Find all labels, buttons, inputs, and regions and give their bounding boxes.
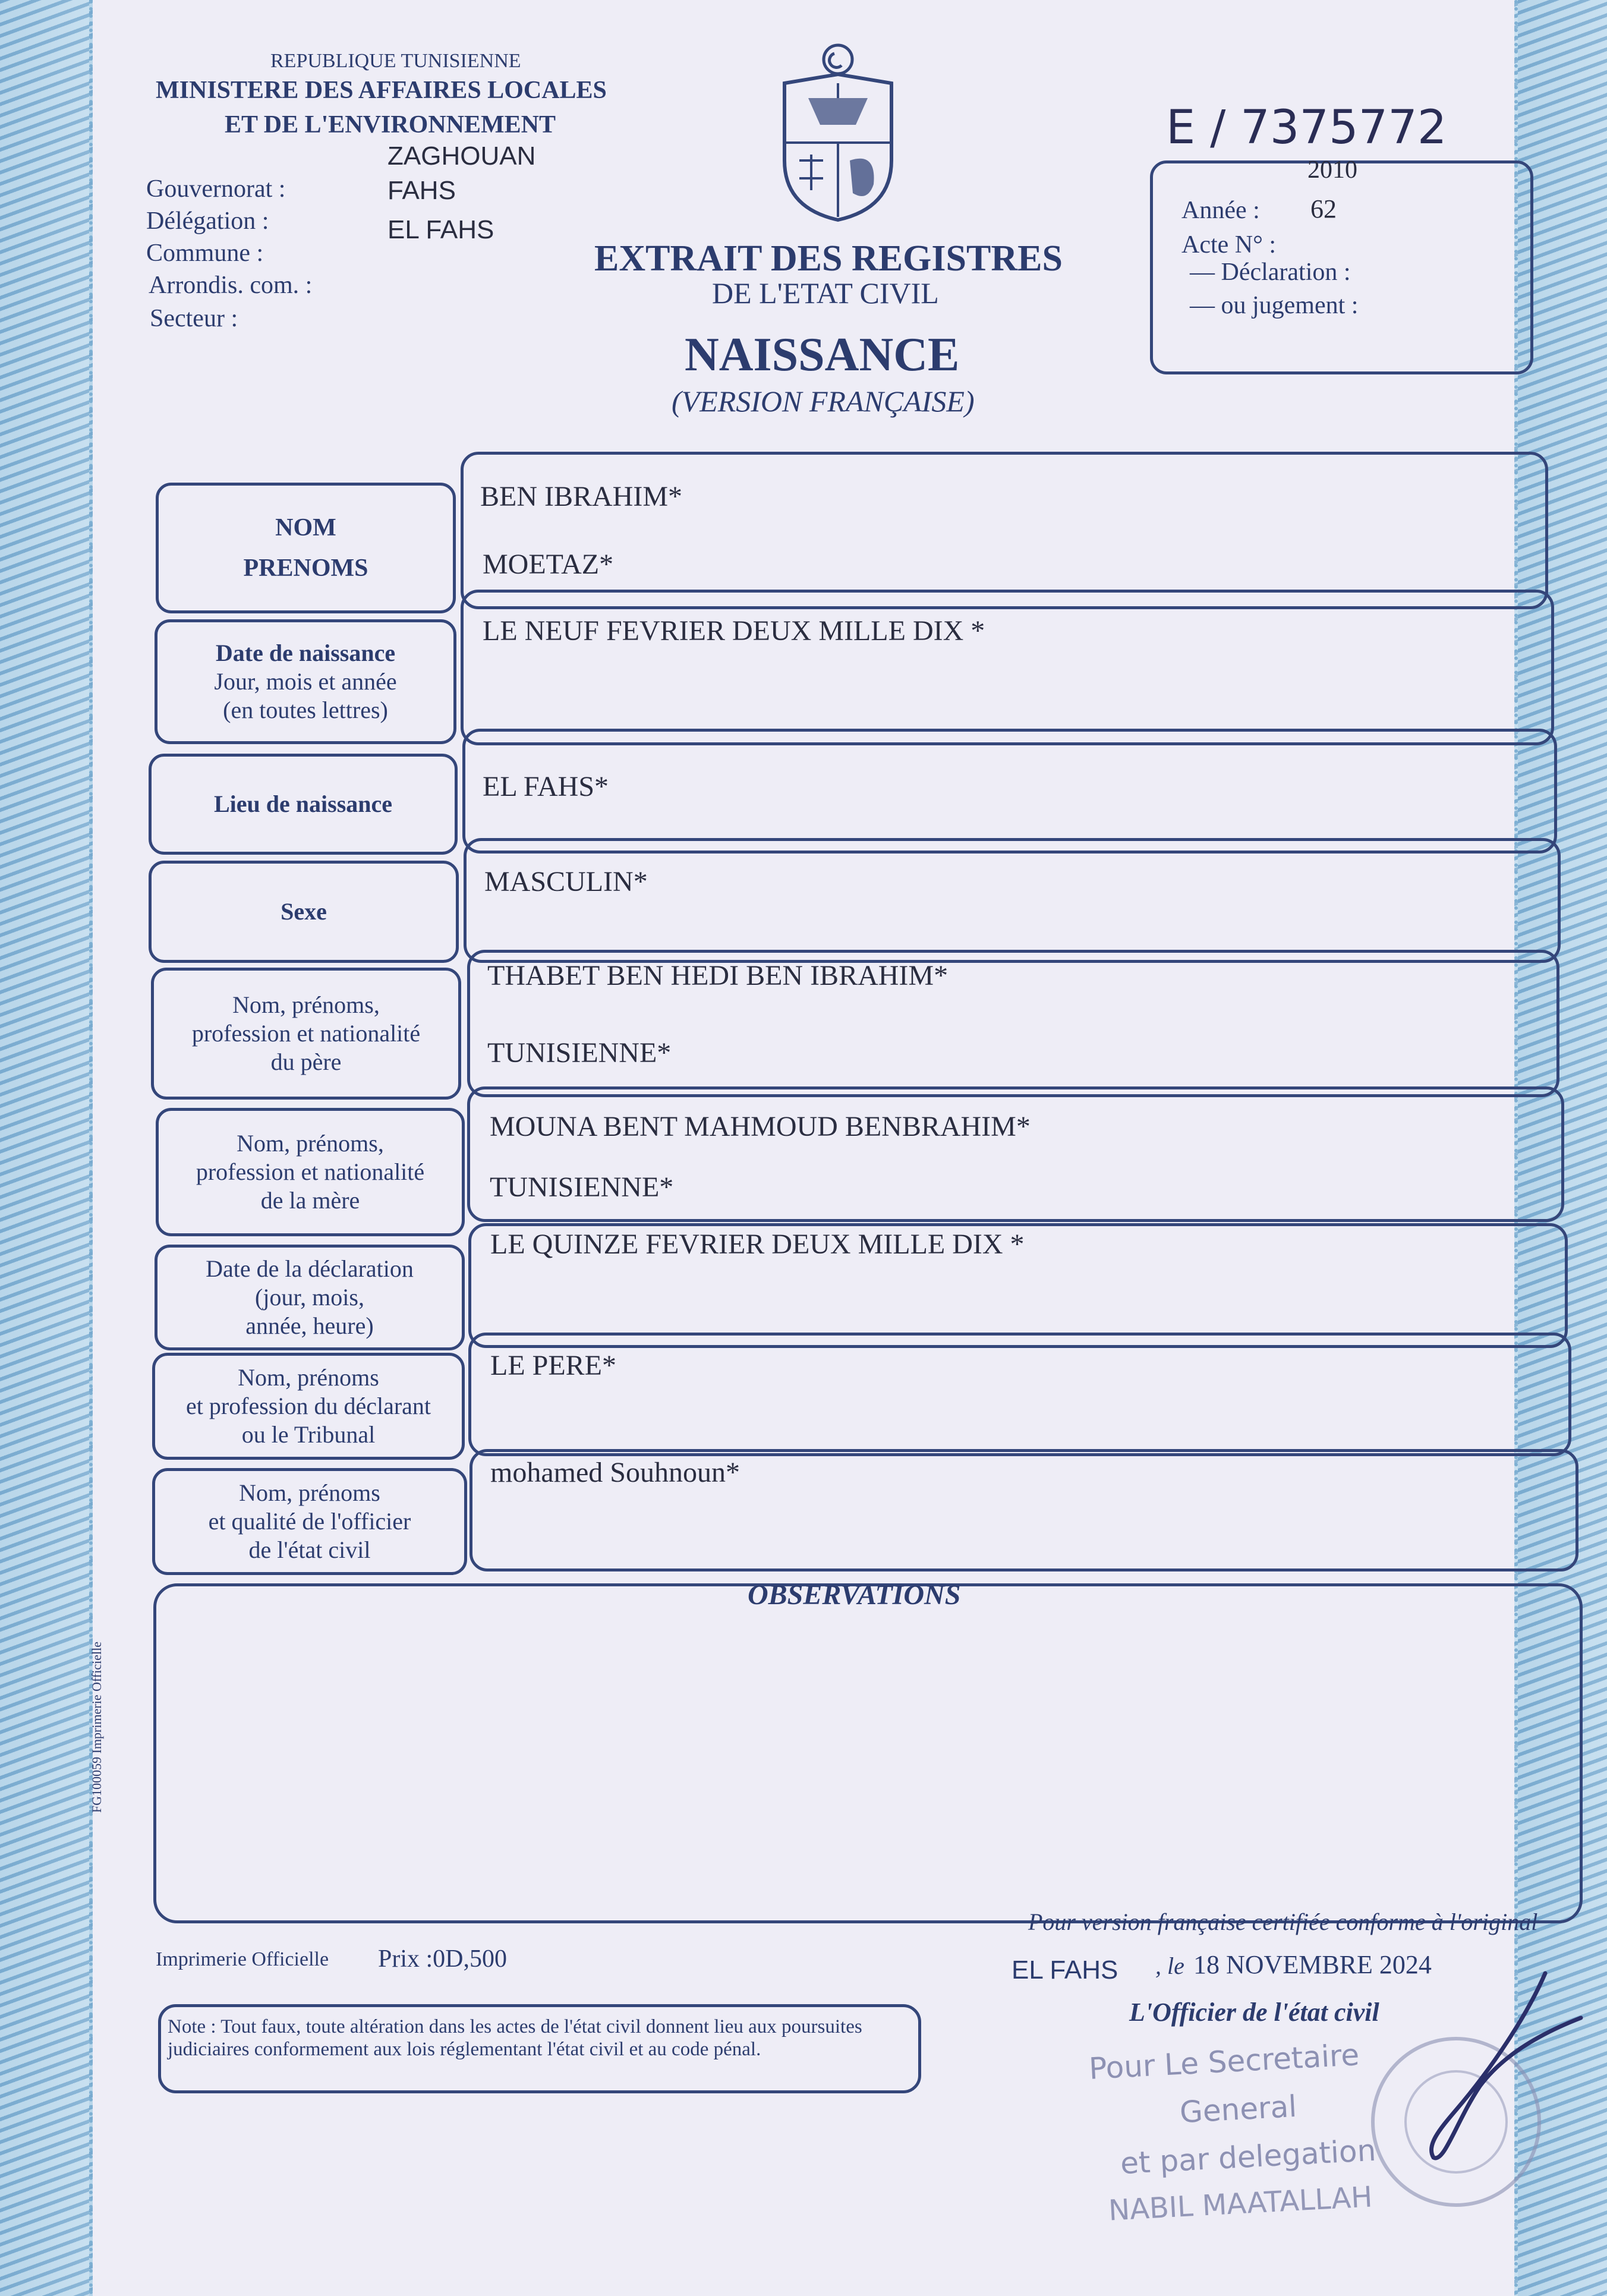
nom-prenoms-value-box [461,452,1548,609]
mere-name-value: MOUNA BENT MAHMOUD BENBRAHIM* [490,1111,1031,1142]
mere-label-line2: profession et nationalité [196,1158,425,1185]
delegation-label: Délégation : [146,207,269,235]
sexe-value-box [464,838,1561,963]
mere-label-line1: Nom, prénoms, [237,1130,384,1157]
commune-label: Commune : [146,240,264,267]
declarant-value: LE PERE* [490,1350,616,1381]
delegation-value: FAHS [387,176,456,205]
secteur-label: Secteur : [150,305,238,332]
declarant-label-line1: Nom, prénoms [238,1364,379,1391]
lieu-value-box [462,729,1557,853]
pere-label-line2: profession et nationalité [191,1020,421,1047]
republic-heading: REPUBLIQUE TUNISIENNE [270,50,521,72]
nom-label: NOM [275,514,336,541]
stamp-line2: General [1179,2089,1298,2130]
date-naissance-value-box [461,590,1554,745]
ministry-line2: ET DE L'ENVIRONNEMENT [225,111,556,138]
certified-note: Pour version française certifiée conforme à l'original [1028,1908,1538,1935]
declarant-label-line2: et profession du déclarant [185,1393,431,1419]
nom-value: BEN IBRAHIM* [480,481,683,512]
declaration-date-label-line1: Date de la déclaration [206,1255,414,1282]
nom-prenoms-label-box [156,483,456,613]
declaration-date-label-line3: année, heure) [245,1312,374,1339]
gouvernorat-value: ZAGHOUAN [387,141,536,171]
sexe-value: MASCULIN* [484,866,648,897]
issue-le: , le [1155,1952,1184,1979]
title-naissance: NAISSANCE [685,329,960,381]
declaration-date-value: LE QUINZE FEVRIER DEUX MILLE DIX * [490,1229,1025,1260]
annee-label: Année : [1181,197,1260,224]
mere-nationality-value: TUNISIENNE* [490,1171,674,1203]
commune-value: EL FAHS [387,215,494,244]
ministry-line1: MINISTERE DES AFFAIRES LOCALES [156,77,607,104]
lieu-label-box [149,754,458,855]
stamp-line1: Pour Le Secretaire [1088,2037,1360,2086]
acte-number-value: 62 [1310,194,1337,223]
date-naissance-value: LE NEUF FEVRIER DEUX MILLE DIX * [483,615,985,647]
sexe-label: Sexe [281,898,327,925]
pere-nationality-value: TUNISIENNE* [487,1037,672,1069]
legal-note-text: Note : Tout faux, toute altération dans les actes de l'état civil donnent lieu aux poursuites judiciaires conformement aux lois réglementant l'état civil et au code pénal. [168,2016,862,2060]
annee-value: 2010 [1307,156,1357,184]
officier-label-box [152,1468,467,1575]
title-version: (VERSION FRANÇAISE) [672,385,975,418]
officier-label-line2: et qualité de l'officier [208,1508,411,1535]
stamp-line4: NABIL MAATALLAH [1107,2180,1373,2228]
sexe-label-box [149,861,459,963]
acte-number-label: Acte N° : [1181,231,1277,259]
left-guilloche-border [0,0,93,2296]
issue-place: EL FAHS [1012,1955,1118,1985]
date-naissance-label-sub2: (en toutes lettres) [223,697,388,723]
margin-printer-code: FG100059 Imprimerie Officielle [89,1642,104,1813]
jugement-label: — ou jugement : [1190,292,1359,319]
signature-icon [1391,1967,1587,2169]
tunisia-coat-of-arms-icon [773,42,903,226]
prenoms-label: PRENOMS [243,555,368,582]
officier-label-line1: Nom, prénoms [239,1479,380,1506]
declaration-label: — Déclaration : [1190,259,1351,286]
officier-label-line3: de l'état civil [248,1536,371,1563]
title-extrait: EXTRAIT DES REGISTRES [594,238,1063,279]
mere-label-box [156,1108,465,1236]
imprimerie-label: Imprimerie Officielle [156,1948,329,1970]
officier-value: mohamed Souhnoun* [490,1457,740,1488]
gouvernorat-label: Gouvernorat : [146,175,286,203]
date-naissance-label-box [155,619,456,744]
pere-name-value: THABET BEN HEDI BEN IBRAHIM* [487,960,949,991]
prix-label: Prix :0D,500 [378,1945,508,1973]
officer-title: L'Officier de l'état civil [1129,1998,1379,2027]
declarant-value-box [468,1333,1571,1456]
pere-label-line3: du père [270,1048,342,1075]
date-naissance-label-sub1: Jour, mois et année [214,668,397,695]
serial-number: E / 7375772 [1166,101,1447,155]
declarant-label-box [152,1353,465,1460]
declarant-label-line3: ou le Tribunal [241,1421,376,1448]
declaration-date-label-line2: (jour, mois, [255,1284,364,1311]
declaration-date-label-box [155,1245,465,1350]
observations-box [153,1583,1583,1923]
lieu-value: EL FAHS* [483,771,609,802]
observations-title: OBSERVATIONS [748,1579,961,1611]
pere-label-box [151,968,461,1100]
date-naissance-label-title: Date de naissance [215,640,396,666]
pere-label-line1: Nom, prénoms, [232,991,380,1018]
lieu-label: Lieu de naissance [213,790,393,817]
stamp-line3: et par delegation [1119,2133,1377,2181]
arrondis-label: Arrondis. com. : [149,272,313,299]
issue-date: 18 NOVEMBRE 2024 [1193,1950,1432,1979]
title-etat-civil: DE L'ETAT CIVIL [712,276,939,310]
prenoms-value: MOETAZ* [483,549,614,580]
mere-label-line3: de la mère [260,1187,360,1214]
